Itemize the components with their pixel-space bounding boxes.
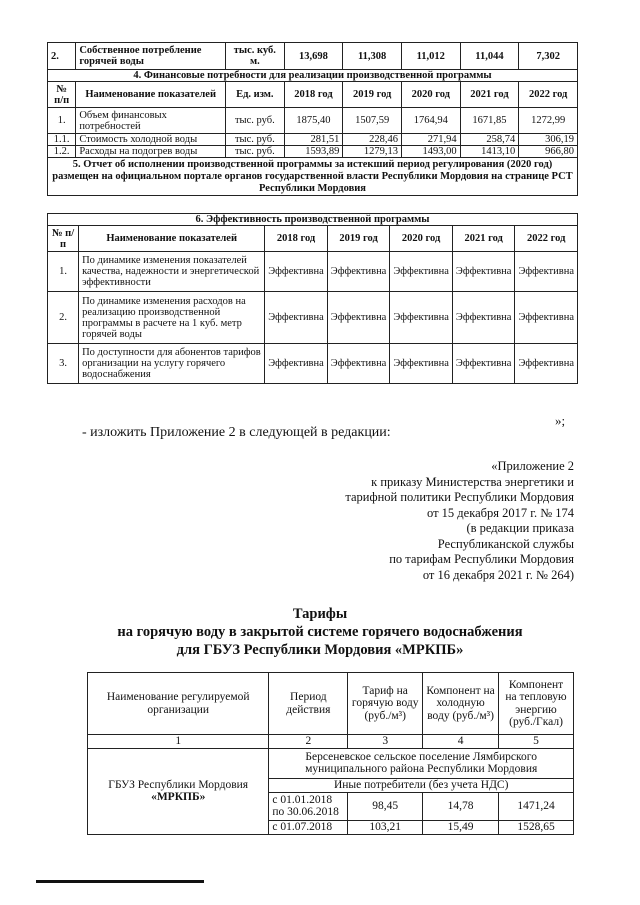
row-unit: тыс. руб. [226,146,285,158]
row-number: 1.1. [48,134,76,146]
value-cell: Эффективна [327,252,390,292]
header-tariff: Тариф на горячую воду (руб./м³) [348,673,423,735]
value-cell: 11,308 [343,43,402,70]
appendix-line: от 15 декабря 2017 г. № 174 [426,505,574,520]
row-name: Расходы на подогрев воды [76,146,226,158]
value-cell: 306,19 [519,134,578,146]
row-name: Собственное потребление горячей воды [76,43,226,70]
row-number: 1. [48,252,79,292]
org-cell [88,748,269,834]
heat-value: 1471,24 [499,792,574,820]
title-line: для ГБУЗ Республики Мордовия «МРКПБ» [176,642,464,658]
table-row [48,134,578,146]
table-header [48,226,578,252]
tariff-value: 103,21 [348,820,423,834]
table-row [48,252,578,292]
effectiveness-table [47,213,578,384]
value-cell: Эффективна [265,344,328,384]
row-name: По динамике изменения расходов на реализацию производственной программы в расчете на 1 куб. метр горячей воды [79,292,265,344]
row-number: 1.2. [48,146,76,158]
header-year: 2021 год [452,226,515,252]
header-year: 2018 год [265,226,328,252]
tariff-value: 98,45 [348,792,423,820]
section-title: 5. Отчет об исполнении производственной программы за истекший период регулирования (2020 год) размещен на официальном портале органов государственной власти Республики Мордовия на странице РСТ Республики Мордовия [48,158,578,196]
header-period: Период действия [269,673,348,735]
table-header [88,673,574,735]
column-numbers-row [88,735,574,749]
row-number: 2. [48,43,76,70]
column-number: 5 [499,735,574,749]
appendix-header [345,459,574,583]
row-unit: тыс. куб. м. [226,43,285,70]
value-cell: Эффективна [452,344,515,384]
value-cell: Эффективна [452,252,515,292]
value-cell: 11,044 [460,43,519,70]
value-cell: Эффективна [265,252,328,292]
header-year: 2022 год [515,226,578,252]
value-cell: Эффективна [452,292,515,344]
settlement-cell: Берсеневское сельское поселение Лямбирского муниципального района Республики Мордовия [269,748,574,778]
row-name: По доступности для абонентов тарифов организации на услугу горячего водоснабжения [79,344,265,384]
value-cell: Эффективна [327,292,390,344]
appendix-line: «Приложение 2 [491,459,574,473]
row-unit: тыс. руб. [226,108,285,134]
org-name: ГБУЗ Республики Мордовия [108,778,249,791]
row-name: По динамике изменения показателей качества, надежности и энергетической эффективности [79,252,265,292]
appendix-line: (в редакции приказа [466,521,574,535]
row-name: Стоимость холодной воды [76,134,226,146]
row-name: Объем финансовых потребностей [76,108,226,134]
table-row [48,292,578,344]
value-cell: 1764,94 [401,108,460,134]
closing-quote: »; [555,413,566,428]
title-line: Тарифы [292,606,348,622]
tariff-table [87,672,574,835]
header-year: 2020 год [390,226,453,252]
row-number: 3. [48,344,79,384]
title-line: на горячую воду в закрытой системе горячего водоснабжения [117,624,523,640]
org-short-name: «МРКПБ» [151,791,206,803]
header-num: № п/п [48,226,79,252]
financial-needs-table [47,42,578,196]
value-cell: 281,51 [284,134,343,146]
header-cold: Компонент на холодную воду (руб./м³) [423,673,499,735]
header-heat: Компонент на тепловую энергию (руб./Гкал) [499,673,574,735]
table-header [48,82,578,108]
table-row [48,344,578,384]
appendix-line: тарифной политики Республики Мордовия [345,490,574,504]
column-number: 4 [423,735,499,749]
value-cell: 13,698 [284,43,343,70]
section-title: 4. Финансовые потребности для реализации производственной программы [48,70,578,82]
value-cell: Эффективна [515,292,578,344]
instruction-text: - изложить Приложение 2 в следующей в редакции: [82,425,391,440]
value-cell: 1413,10 [460,146,519,158]
header-year: 2019 год [327,226,390,252]
table-row [88,748,574,778]
column-number: 1 [88,735,269,749]
value-cell: 1272,99 [519,108,578,134]
cold-value: 15,49 [423,820,499,834]
header-num: № п/п [48,82,76,108]
table-row [48,43,578,70]
column-number: 2 [269,735,348,749]
value-cell: 7,302 [519,43,578,70]
column-number: 3 [348,735,423,749]
value-cell: 1671,85 [460,108,519,134]
header-year: 2020 год [401,82,460,108]
header-org: Наименование регулируемой организации [88,673,269,735]
table-row [48,108,578,134]
section-title: 6. Эффективность производственной программы [48,214,578,226]
row-number: 2. [48,292,79,344]
value-cell: Эффективна [515,252,578,292]
appendix-line: Республиканской службы [437,536,574,551]
appendix-line: к приказу Министерства энергетики и [371,474,574,489]
period-cell: с 01.01.2018 по 30.06.2018 [269,792,348,820]
header-year: 2021 год [460,82,519,108]
row-unit: тыс. руб. [226,134,285,146]
header-year: 2022 год [519,82,578,108]
value-cell: 228,46 [343,134,402,146]
period-cell: с 01.07.2018 [269,820,348,834]
value-cell: 1279,13 [343,146,402,158]
header-year: 2018 год [284,82,343,108]
header-name: Наименование показателей [79,226,265,252]
value-cell: 1875,40 [284,108,343,134]
header-year: 2019 год [343,82,402,108]
value-cell: 1593,89 [284,146,343,158]
appendix-line: от 16 декабря 2021 г. № 264) [422,567,574,582]
value-cell: Эффективна [390,344,453,384]
value-cell: 1507,59 [343,108,402,134]
row-number: 1. [48,108,76,134]
value-cell: Эффективна [390,252,453,292]
header-name: Наименование показателей [76,82,226,108]
value-cell: Эффективна [327,344,390,384]
footer-divider [36,880,204,883]
header-unit: Ед. изм. [226,82,285,108]
value-cell: 1493,00 [401,146,460,158]
value-cell: 271,94 [401,134,460,146]
value-cell: Эффективна [515,344,578,384]
value-cell: Эффективна [390,292,453,344]
value-cell: 11,012 [401,43,460,70]
cold-value: 14,78 [423,792,499,820]
value-cell: Эффективна [265,292,328,344]
heat-value: 1528,65 [499,820,574,834]
consumers-cell: Иные потребители (без учета НДС) [269,778,574,792]
value-cell: 258,74 [460,134,519,146]
appendix-line: по тарифам Республики Мордовия [389,552,574,566]
tariff-title [0,605,640,659]
table-row [48,146,578,158]
value-cell: 966,80 [519,146,578,158]
